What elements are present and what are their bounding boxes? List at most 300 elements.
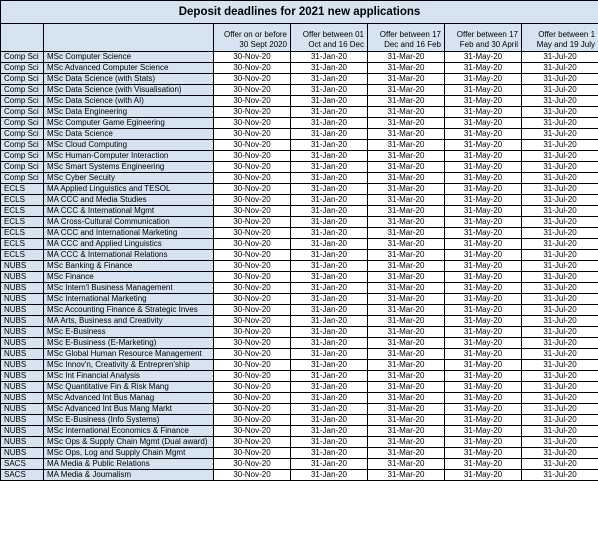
programme-cell: MSc Quantitative Fin & Risk Mang bbox=[44, 382, 214, 393]
table-row bbox=[1, 316, 598, 327]
programme-cell: MSc Computer Game Egineering bbox=[44, 118, 214, 129]
programme-cell: MSc E-Business bbox=[44, 327, 214, 338]
table-row bbox=[1, 338, 598, 349]
table-row bbox=[1, 118, 598, 129]
table-row bbox=[1, 272, 598, 283]
deadline-cell: 31-Jul-20 bbox=[522, 140, 598, 151]
deadline-cell: 31-May-20 bbox=[445, 437, 522, 448]
programme-cell: MSc Smart Systems Engineering bbox=[44, 162, 214, 173]
faculty-cell: Comp Sci bbox=[1, 162, 44, 173]
table-row bbox=[1, 459, 598, 470]
deadline-cell: 30-Nov-20 bbox=[214, 393, 291, 404]
faculty-cell: ECLS bbox=[1, 239, 44, 250]
faculty-cell: NUBS bbox=[1, 283, 44, 294]
deadline-cell: 30-Nov-20 bbox=[214, 426, 291, 437]
deadline-cell: 30-Nov-20 bbox=[214, 437, 291, 448]
deadline-cell: 30-Nov-20 bbox=[214, 316, 291, 327]
deadline-cell: 31-May-20 bbox=[445, 184, 522, 195]
deadline-cell: 31-May-20 bbox=[445, 426, 522, 437]
deadline-cell: 31-Mar-20 bbox=[368, 294, 445, 305]
programme-cell: MA CCC and Media Studies bbox=[44, 195, 214, 206]
table-row bbox=[1, 52, 598, 63]
deadline-cell: 31-Jan-20 bbox=[291, 195, 368, 206]
header-blank-programme bbox=[44, 24, 214, 52]
deadline-cell: 31-May-20 bbox=[445, 327, 522, 338]
programme-cell: MA Cross-Cultural Communication bbox=[44, 217, 214, 228]
table-row bbox=[1, 184, 598, 195]
deadline-cell: 31-Jul-20 bbox=[522, 52, 598, 63]
deadline-cell: 30-Nov-20 bbox=[214, 415, 291, 426]
table-row bbox=[1, 162, 598, 173]
faculty-cell: ECLS bbox=[1, 250, 44, 261]
programme-cell: MSc Data Science bbox=[44, 129, 214, 140]
table-row bbox=[1, 107, 598, 118]
deadline-cell: 31-Jul-20 bbox=[522, 327, 598, 338]
deadline-cell: 31-Jan-20 bbox=[291, 327, 368, 338]
deadline-cell: 31-Jul-20 bbox=[522, 437, 598, 448]
deadline-cell: 31-Jan-20 bbox=[291, 272, 368, 283]
deadline-cell: 31-Mar-20 bbox=[368, 162, 445, 173]
deadline-cell: 31-Jan-20 bbox=[291, 107, 368, 118]
deadline-cell: 31-Mar-20 bbox=[368, 118, 445, 129]
deadline-cell: 31-May-20 bbox=[445, 393, 522, 404]
deadline-cell: 31-Mar-20 bbox=[368, 261, 445, 272]
deadline-cell: 31-Jan-20 bbox=[291, 437, 368, 448]
table-row bbox=[1, 85, 598, 96]
programme-cell: MSc Cloud Computing bbox=[44, 140, 214, 151]
deadline-cell: 30-Nov-20 bbox=[214, 294, 291, 305]
deadline-cell: 31-Jan-20 bbox=[291, 140, 368, 151]
deadline-cell: 31-May-20 bbox=[445, 140, 522, 151]
faculty-cell: NUBS bbox=[1, 415, 44, 426]
deadline-cell: 30-Nov-20 bbox=[214, 85, 291, 96]
deadline-cell: 31-May-20 bbox=[445, 305, 522, 316]
programme-cell: MSc Advanced Int Bus Manag bbox=[44, 393, 214, 404]
table-row bbox=[1, 261, 598, 272]
table-row bbox=[1, 96, 598, 107]
deadline-cell: 31-May-20 bbox=[445, 349, 522, 360]
deadline-cell: 31-Mar-20 bbox=[368, 195, 445, 206]
deadline-cell: 31-May-20 bbox=[445, 382, 522, 393]
deadline-cell: 31-Jan-20 bbox=[291, 162, 368, 173]
deadline-cell: 31-May-20 bbox=[445, 415, 522, 426]
deadline-cell: 31-Jan-20 bbox=[291, 184, 368, 195]
table-row bbox=[1, 349, 598, 360]
faculty-cell: Comp Sci bbox=[1, 118, 44, 129]
deadline-cell: 30-Nov-20 bbox=[214, 305, 291, 316]
deadline-cell: 31-Jul-20 bbox=[522, 404, 598, 415]
faculty-cell: ECLS bbox=[1, 195, 44, 206]
table-row bbox=[1, 404, 598, 415]
table-row bbox=[1, 448, 598, 459]
deadline-cell: 30-Nov-20 bbox=[214, 404, 291, 415]
deadline-cell: 31-Mar-20 bbox=[368, 96, 445, 107]
deadline-cell: 31-Mar-20 bbox=[368, 283, 445, 294]
deadline-cell: 31-Jan-20 bbox=[291, 74, 368, 85]
faculty-cell: NUBS bbox=[1, 437, 44, 448]
deadline-cell: 30-Nov-20 bbox=[214, 217, 291, 228]
table-row bbox=[1, 195, 598, 206]
programme-cell: MSc Int Financial Analysis bbox=[44, 371, 214, 382]
programme-cell: MA CCC and International Marketing bbox=[44, 228, 214, 239]
deadline-cell: 31-Jul-20 bbox=[522, 349, 598, 360]
deadline-cell: 31-Jul-20 bbox=[522, 360, 598, 371]
deadline-cell: 31-Jan-20 bbox=[291, 63, 368, 74]
programme-cell: MSc Data Engineering bbox=[44, 107, 214, 118]
deadline-cell: 31-Jul-20 bbox=[522, 63, 598, 74]
column-header: Offer between 17 Dec and 16 Feb bbox=[368, 24, 445, 52]
faculty-cell: Comp Sci bbox=[1, 96, 44, 107]
deadline-cell: 31-Jan-20 bbox=[291, 426, 368, 437]
programme-cell: MSc E-Business (E-Marketing) bbox=[44, 338, 214, 349]
deadline-cell: 31-May-20 bbox=[445, 85, 522, 96]
table-row bbox=[1, 74, 598, 85]
table-row bbox=[1, 415, 598, 426]
deadline-cell: 30-Nov-20 bbox=[214, 470, 291, 481]
table-row bbox=[1, 371, 598, 382]
deadline-cell: 30-Nov-20 bbox=[214, 250, 291, 261]
deadline-cell: 31-May-20 bbox=[445, 206, 522, 217]
deadline-cell: 31-May-20 bbox=[445, 239, 522, 250]
deadline-cell: 31-May-20 bbox=[445, 448, 522, 459]
deadline-cell: 30-Nov-20 bbox=[214, 206, 291, 217]
deadline-cell: 31-Mar-20 bbox=[368, 272, 445, 283]
table-row bbox=[1, 63, 598, 74]
header-blank-faculty bbox=[1, 24, 44, 52]
programme-cell: MSc International Economics & Finance bbox=[44, 426, 214, 437]
deadline-cell: 30-Nov-20 bbox=[214, 195, 291, 206]
deadline-cell: 31-Jul-20 bbox=[522, 151, 598, 162]
deadline-cell: 31-May-20 bbox=[445, 162, 522, 173]
deadline-cell: 31-Mar-20 bbox=[368, 448, 445, 459]
deadline-cell: 31-Jul-20 bbox=[522, 173, 598, 184]
deadline-cell: 31-May-20 bbox=[445, 404, 522, 415]
deadline-cell: 31-Jan-20 bbox=[291, 448, 368, 459]
programme-cell: MSc Intern'l Business Management bbox=[44, 283, 214, 294]
table-row bbox=[1, 426, 598, 437]
deadline-cell: 31-Mar-20 bbox=[368, 371, 445, 382]
programme-cell: MA Applied Linguistics and TESOL bbox=[44, 184, 214, 195]
table-row bbox=[1, 437, 598, 448]
deadline-cell: 31-Jul-20 bbox=[522, 228, 598, 239]
column-header: Offer between 1 May and 19 July bbox=[522, 24, 598, 52]
faculty-cell: ECLS bbox=[1, 184, 44, 195]
programme-cell: MA Arts, Business and Creativity bbox=[44, 316, 214, 327]
faculty-cell: NUBS bbox=[1, 316, 44, 327]
deadline-cell: 31-Jan-20 bbox=[291, 283, 368, 294]
deadline-cell: 31-Mar-20 bbox=[368, 239, 445, 250]
deadline-cell: 31-Jan-20 bbox=[291, 382, 368, 393]
deadline-cell: 31-Jul-20 bbox=[522, 305, 598, 316]
programme-cell: MSc Cyber Secuity bbox=[44, 173, 214, 184]
programme-cell: MSc Banking & Finance bbox=[44, 261, 214, 272]
programme-cell: MSc Accounting Finance & Strategic Inves bbox=[44, 305, 214, 316]
deadline-cell: 31-Jul-20 bbox=[522, 470, 598, 481]
table-row bbox=[1, 360, 598, 371]
deadline-cell: 31-Jan-20 bbox=[291, 85, 368, 96]
deadline-cell: 31-Mar-20 bbox=[368, 470, 445, 481]
deadline-cell: 31-Mar-20 bbox=[368, 393, 445, 404]
deadline-cell: 31-Jul-20 bbox=[522, 261, 598, 272]
deadline-cell: 31-Mar-20 bbox=[368, 52, 445, 63]
deadline-cell: 30-Nov-20 bbox=[214, 261, 291, 272]
deadline-cell: 31-May-20 bbox=[445, 74, 522, 85]
faculty-cell: NUBS bbox=[1, 393, 44, 404]
deadline-cell: 31-May-20 bbox=[445, 52, 522, 63]
deadline-cell: 31-Mar-20 bbox=[368, 184, 445, 195]
deadline-cell: 30-Nov-20 bbox=[214, 118, 291, 129]
deadline-cell: 31-Jan-20 bbox=[291, 459, 368, 470]
faculty-cell: SACS bbox=[1, 459, 44, 470]
deadline-cell: 31-May-20 bbox=[445, 459, 522, 470]
deadline-cell: 31-May-20 bbox=[445, 294, 522, 305]
deadline-cell: 30-Nov-20 bbox=[214, 173, 291, 184]
faculty-cell: NUBS bbox=[1, 360, 44, 371]
faculty-cell: NUBS bbox=[1, 338, 44, 349]
deadline-cell: 31-Mar-20 bbox=[368, 338, 445, 349]
faculty-cell: NUBS bbox=[1, 404, 44, 415]
table-row bbox=[1, 151, 598, 162]
deadline-cell: 31-Jul-20 bbox=[522, 338, 598, 349]
table-row bbox=[1, 217, 598, 228]
deadline-cell: 31-Jul-20 bbox=[522, 382, 598, 393]
deadline-cell: 31-Jul-20 bbox=[522, 129, 598, 140]
deadline-cell: 31-Mar-20 bbox=[368, 415, 445, 426]
deadline-cell: 31-Mar-20 bbox=[368, 129, 445, 140]
table-row bbox=[1, 283, 598, 294]
faculty-cell: ECLS bbox=[1, 228, 44, 239]
programme-cell: MA CCC & International Mgmt bbox=[44, 206, 214, 217]
deadline-cell: 31-Jan-20 bbox=[291, 404, 368, 415]
deadline-cell: 31-Mar-20 bbox=[368, 140, 445, 151]
programme-cell: MSc International Marketing bbox=[44, 294, 214, 305]
deadline-cell: 31-May-20 bbox=[445, 470, 522, 481]
table-title: Deposit deadlines for 2021 new applications bbox=[1, 1, 598, 24]
table-row bbox=[1, 173, 598, 184]
faculty-cell: ECLS bbox=[1, 217, 44, 228]
deadline-cell: 31-Jul-20 bbox=[522, 118, 598, 129]
deadline-cell: 31-Mar-20 bbox=[368, 250, 445, 261]
deadline-cell: 31-Mar-20 bbox=[368, 305, 445, 316]
faculty-cell: NUBS bbox=[1, 349, 44, 360]
deadline-cell: 30-Nov-20 bbox=[214, 459, 291, 470]
programme-cell: MSc Human-Computer Interaction bbox=[44, 151, 214, 162]
header-row bbox=[1, 24, 598, 52]
deadline-cell: 31-Jul-20 bbox=[522, 448, 598, 459]
deadline-cell: 30-Nov-20 bbox=[214, 272, 291, 283]
deadline-cell: 30-Nov-20 bbox=[214, 74, 291, 85]
programme-cell: MSc Finance bbox=[44, 272, 214, 283]
deadline-cell: 31-Jul-20 bbox=[522, 107, 598, 118]
deadline-cell: 30-Nov-20 bbox=[214, 283, 291, 294]
table-row bbox=[1, 129, 598, 140]
deadline-cell: 31-May-20 bbox=[445, 195, 522, 206]
programme-cell: MSc Computer Science bbox=[44, 52, 214, 63]
faculty-cell: Comp Sci bbox=[1, 140, 44, 151]
deadline-cell: 31-Mar-20 bbox=[368, 437, 445, 448]
table-row bbox=[1, 239, 598, 250]
deadline-cell: 31-Mar-20 bbox=[368, 382, 445, 393]
deadline-cell: 31-Mar-20 bbox=[368, 63, 445, 74]
deadline-cell: 30-Nov-20 bbox=[214, 349, 291, 360]
faculty-cell: Comp Sci bbox=[1, 85, 44, 96]
table-row bbox=[1, 228, 598, 239]
deadline-cell: 31-Jan-20 bbox=[291, 316, 368, 327]
table-row bbox=[1, 140, 598, 151]
deadline-cell: 30-Nov-20 bbox=[214, 96, 291, 107]
faculty-cell: NUBS bbox=[1, 327, 44, 338]
deadline-cell: 31-Jul-20 bbox=[522, 283, 598, 294]
deadline-cell: 30-Nov-20 bbox=[214, 239, 291, 250]
programme-cell: MSc Ops & Supply Chain Mgmt (Dual award) bbox=[44, 437, 214, 448]
deadline-cell: 31-May-20 bbox=[445, 151, 522, 162]
deadline-cell: 31-Mar-20 bbox=[368, 404, 445, 415]
table-row bbox=[1, 470, 598, 481]
faculty-cell: Comp Sci bbox=[1, 173, 44, 184]
programme-cell: MSc Data Science (with Visualisation) bbox=[44, 85, 214, 96]
deadline-cell: 31-Jan-20 bbox=[291, 338, 368, 349]
deadline-cell: 31-Jul-20 bbox=[522, 415, 598, 426]
deadline-cell: 31-Mar-20 bbox=[368, 327, 445, 338]
deadline-cell: 31-Jan-20 bbox=[291, 305, 368, 316]
deadline-cell: 31-Mar-20 bbox=[368, 173, 445, 184]
programme-cell: MA CCC & International Relations bbox=[44, 250, 214, 261]
deadline-cell: 31-Mar-20 bbox=[368, 349, 445, 360]
table-row bbox=[1, 250, 598, 261]
deadline-cell: 31-Jan-20 bbox=[291, 96, 368, 107]
faculty-cell: ECLS bbox=[1, 206, 44, 217]
deadline-cell: 31-Jul-20 bbox=[522, 371, 598, 382]
deadline-cell: 31-Jul-20 bbox=[522, 162, 598, 173]
deadline-cell: 30-Nov-20 bbox=[214, 107, 291, 118]
table-row bbox=[1, 382, 598, 393]
deadline-cell: 31-Jul-20 bbox=[522, 195, 598, 206]
deadline-cell: 31-Jul-20 bbox=[522, 294, 598, 305]
faculty-cell: Comp Sci bbox=[1, 129, 44, 140]
table-row bbox=[1, 393, 598, 404]
deadline-cell: 31-May-20 bbox=[445, 96, 522, 107]
deadline-cell: 31-Jul-20 bbox=[522, 250, 598, 261]
programme-cell: MSc Innov'n, Creativity & Entrepren'ship bbox=[44, 360, 214, 371]
table-row bbox=[1, 206, 598, 217]
table-row bbox=[1, 294, 598, 305]
faculty-cell: NUBS bbox=[1, 272, 44, 283]
deadline-cell: 31-Jul-20 bbox=[522, 426, 598, 437]
deadline-cell: 31-Jul-20 bbox=[522, 239, 598, 250]
deadline-cell: 31-Mar-20 bbox=[368, 85, 445, 96]
deadline-cell: 31-May-20 bbox=[445, 283, 522, 294]
deadline-cell: 30-Nov-20 bbox=[214, 448, 291, 459]
deadline-cell: 31-Jan-20 bbox=[291, 52, 368, 63]
deadline-cell: 31-May-20 bbox=[445, 63, 522, 74]
deadline-cell: 31-Jan-20 bbox=[291, 173, 368, 184]
deadline-cell: 31-Mar-20 bbox=[368, 206, 445, 217]
deadline-cell: 31-Jul-20 bbox=[522, 217, 598, 228]
deadline-cell: 31-Mar-20 bbox=[368, 74, 445, 85]
faculty-cell: NUBS bbox=[1, 448, 44, 459]
deadline-cell: 31-Jul-20 bbox=[522, 184, 598, 195]
deadline-cell: 31-Jan-20 bbox=[291, 217, 368, 228]
faculty-cell: Comp Sci bbox=[1, 74, 44, 85]
deadline-cell: 30-Nov-20 bbox=[214, 327, 291, 338]
programme-cell: MA CCC and Applied Linguistics bbox=[44, 239, 214, 250]
deadline-cell: 31-Mar-20 bbox=[368, 426, 445, 437]
faculty-cell: Comp Sci bbox=[1, 63, 44, 74]
faculty-cell: Comp Sci bbox=[1, 107, 44, 118]
deadline-cell: 31-Jan-20 bbox=[291, 239, 368, 250]
deadline-cell: 30-Nov-20 bbox=[214, 382, 291, 393]
deadline-cell: 30-Nov-20 bbox=[214, 162, 291, 173]
column-header: Offer between 17 Feb and 30 April bbox=[445, 24, 522, 52]
deadline-cell: 31-Jan-20 bbox=[291, 360, 368, 371]
faculty-cell: NUBS bbox=[1, 261, 44, 272]
faculty-cell: NUBS bbox=[1, 426, 44, 437]
deadline-cell: 31-Jul-20 bbox=[522, 85, 598, 96]
deadline-cell: 31-May-20 bbox=[445, 217, 522, 228]
deadline-cell: 31-Jan-20 bbox=[291, 250, 368, 261]
deadline-cell: 30-Nov-20 bbox=[214, 371, 291, 382]
deadline-cell: 31-May-20 bbox=[445, 129, 522, 140]
deadline-cell: 31-Jul-20 bbox=[522, 393, 598, 404]
deadline-cell: 31-May-20 bbox=[445, 272, 522, 283]
programme-cell: MA Media & Journalism bbox=[44, 470, 214, 481]
deadline-cell: 30-Nov-20 bbox=[214, 52, 291, 63]
deadline-cell: 30-Nov-20 bbox=[214, 184, 291, 195]
programme-cell: MSc Advanced Computer Science bbox=[44, 63, 214, 74]
deadline-cell: 31-Jan-20 bbox=[291, 206, 368, 217]
deadline-cell: 31-May-20 bbox=[445, 250, 522, 261]
column-header: Offer between 01 Oct and 16 Dec bbox=[291, 24, 368, 52]
deadline-cell: 30-Nov-20 bbox=[214, 151, 291, 162]
deadline-cell: 31-Jul-20 bbox=[522, 74, 598, 85]
deadline-cell: 31-Jul-20 bbox=[522, 272, 598, 283]
deadline-cell: 31-May-20 bbox=[445, 360, 522, 371]
deadline-cell: 31-Jul-20 bbox=[522, 96, 598, 107]
deadline-cell: 31-May-20 bbox=[445, 228, 522, 239]
deadline-cell: 31-Jan-20 bbox=[291, 129, 368, 140]
table-row bbox=[1, 327, 598, 338]
deadline-cell: 31-Jan-20 bbox=[291, 151, 368, 162]
programme-cell: MSc Global Human Resource Management bbox=[44, 349, 214, 360]
deadline-cell: 31-Mar-20 bbox=[368, 316, 445, 327]
deadline-cell: 31-Mar-20 bbox=[368, 217, 445, 228]
faculty-cell: Comp Sci bbox=[1, 52, 44, 63]
deadline-cell: 31-Mar-20 bbox=[368, 151, 445, 162]
deadline-cell: 30-Nov-20 bbox=[214, 140, 291, 151]
deadline-cell: 30-Nov-20 bbox=[214, 63, 291, 74]
faculty-cell: NUBS bbox=[1, 305, 44, 316]
deadline-cell: 31-Jan-20 bbox=[291, 294, 368, 305]
deadline-cell: 30-Nov-20 bbox=[214, 338, 291, 349]
deadline-cell: 31-May-20 bbox=[445, 107, 522, 118]
programme-cell: MSc Data Science (with AI) bbox=[44, 96, 214, 107]
deadline-cell: 31-Jan-20 bbox=[291, 393, 368, 404]
deadline-cell: 31-May-20 bbox=[445, 316, 522, 327]
deadline-cell: 31-May-20 bbox=[445, 371, 522, 382]
programme-cell: MA Media & Public Relations bbox=[44, 459, 214, 470]
deadline-cell: 31-Mar-20 bbox=[368, 459, 445, 470]
deadline-cell: 30-Nov-20 bbox=[214, 129, 291, 140]
programme-cell: MSc Advanced Int Bus Mang Markt bbox=[44, 404, 214, 415]
faculty-cell: NUBS bbox=[1, 294, 44, 305]
title-row bbox=[1, 1, 598, 24]
deadline-cell: 31-May-20 bbox=[445, 338, 522, 349]
deadline-cell: 31-Jan-20 bbox=[291, 470, 368, 481]
deadline-cell: 31-Jan-20 bbox=[291, 371, 368, 382]
deadline-cell: 30-Nov-20 bbox=[214, 360, 291, 371]
deadline-cell: 31-Jan-20 bbox=[291, 415, 368, 426]
deadline-cell: 30-Nov-20 bbox=[214, 228, 291, 239]
